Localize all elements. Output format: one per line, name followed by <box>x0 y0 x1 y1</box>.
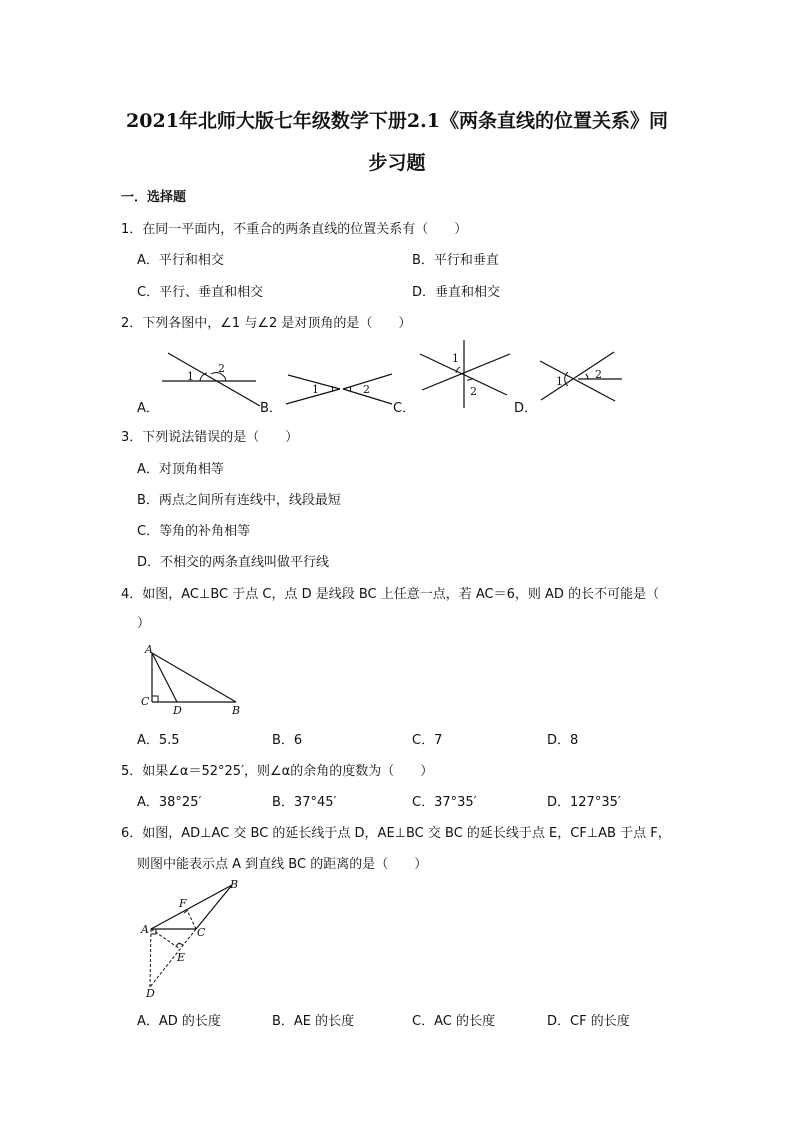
question-1-stem: 1．在同一平面内，不重合的两条直线的位置关系有（ ） <box>121 222 468 237</box>
q4-option-b[interactable]: B．6 <box>272 733 303 748</box>
question-6-stem: 6．如图，AD⊥AC 交 BC 的延长线于点 D，AE⊥BC 交 BC 的延长线于点 E，CF⊥AB 于点 F， <box>121 826 671 841</box>
q5-option-c[interactable]: C．37°35′ <box>412 795 477 810</box>
q4-option-c[interactable]: C．7 <box>412 733 443 748</box>
q5-option-a[interactable]: A．38°25′ <box>137 795 202 810</box>
q4-label-a: A <box>145 643 153 656</box>
fig-a-angle-2-label: 2 <box>218 362 225 375</box>
q4-option-a[interactable]: A．5.5 <box>137 733 180 748</box>
q6-label-f: F <box>179 897 187 910</box>
fig-a-angle-1-label: 1 <box>187 370 194 383</box>
q6-label-c: C <box>197 926 206 939</box>
question-6-stem-cont: 则图中能表示点 A 到直线 BC 的距离的是（ ） <box>137 857 428 872</box>
q5-option-d[interactable]: D．127°35′ <box>547 795 621 810</box>
q2-option-c[interactable]: C． <box>393 401 416 416</box>
q2-figure-c <box>420 340 510 408</box>
question-3-stem: 3．下列说法错误的是（ ） <box>121 430 299 445</box>
q2-figure-b <box>286 374 392 404</box>
q1-option-b[interactable]: B．平行和垂直 <box>412 253 499 268</box>
question-5-stem: 5．如果∠α＝52°25′，则∠α的余角的度数为（ ） <box>121 764 434 779</box>
q4-label-c: C <box>141 695 150 708</box>
q2-figure-d <box>540 352 622 401</box>
q6-label-a: A <box>141 923 149 936</box>
q2-option-d[interactable]: D． <box>514 401 538 416</box>
q6-label-b: B <box>230 878 239 891</box>
q6-label-d: D <box>146 987 155 1000</box>
question-4-stem: 4．如图，AC⊥BC 于点 C，点 D 是线段 BC 上任意一点，若 AC＝6，则 AD 的长不可能是（ <box>121 587 660 602</box>
fig-c-angle-2-label: 2 <box>470 385 477 398</box>
question-2-stem: 2．下列各图中，∠1 与∠2 是对顶角的是（ ） <box>121 316 412 331</box>
fig-b-angle-1-label: 1 <box>312 383 319 396</box>
q1-option-a[interactable]: A．平行和相交 <box>137 253 224 268</box>
q3-option-a[interactable]: A．对顶角相等 <box>137 462 224 477</box>
fig-d-angle-2-label: 2 <box>595 368 602 381</box>
q2-figure-a <box>162 353 260 406</box>
q2-option-b[interactable]: B． <box>260 401 282 416</box>
fig-d-angle-1-label: 1 <box>556 375 563 388</box>
q2-option-a[interactable]: A． <box>137 401 159 416</box>
q6-option-c[interactable]: C．AC 的长度 <box>412 1014 495 1029</box>
fig-b-angle-2-label: 2 <box>363 383 370 396</box>
section-heading: 一．选择题 <box>121 190 187 205</box>
q6-label-e: E <box>177 951 186 964</box>
q4-label-b: B <box>232 704 241 717</box>
q3-option-b[interactable]: B．两点之间所有连线中，线段最短 <box>137 493 341 508</box>
q4-triangle-figure <box>135 640 255 720</box>
q6-option-b[interactable]: B．AE 的长度 <box>272 1014 355 1029</box>
q6-option-a[interactable]: A．AD 的长度 <box>137 1014 221 1029</box>
q4-label-d: D <box>173 704 182 717</box>
document-title-line2: 步习题 <box>368 152 426 174</box>
q1-option-c[interactable]: C．平行、垂直和相交 <box>137 285 264 300</box>
q5-option-b[interactable]: B．37°45′ <box>272 795 337 810</box>
fig-c-angle-1-label: 1 <box>452 352 459 365</box>
q6-option-d[interactable]: D．CF 的长度 <box>547 1014 630 1029</box>
document-title-line1: 2021年北师大版七年级数学下册2.1《两条直线的位置关系》同 <box>126 110 668 132</box>
q3-option-c[interactable]: C．等角的补角相等 <box>137 524 251 539</box>
q3-option-d[interactable]: D．不相交的两条直线叫做平行线 <box>137 555 330 570</box>
q4-option-d[interactable]: D．8 <box>547 733 579 748</box>
question-4-stem-cont: ） <box>137 616 151 631</box>
q1-option-d[interactable]: D．垂直和相交 <box>412 285 501 300</box>
q6-triangle-figure <box>135 872 255 1002</box>
q2-angle-figures <box>130 340 650 415</box>
